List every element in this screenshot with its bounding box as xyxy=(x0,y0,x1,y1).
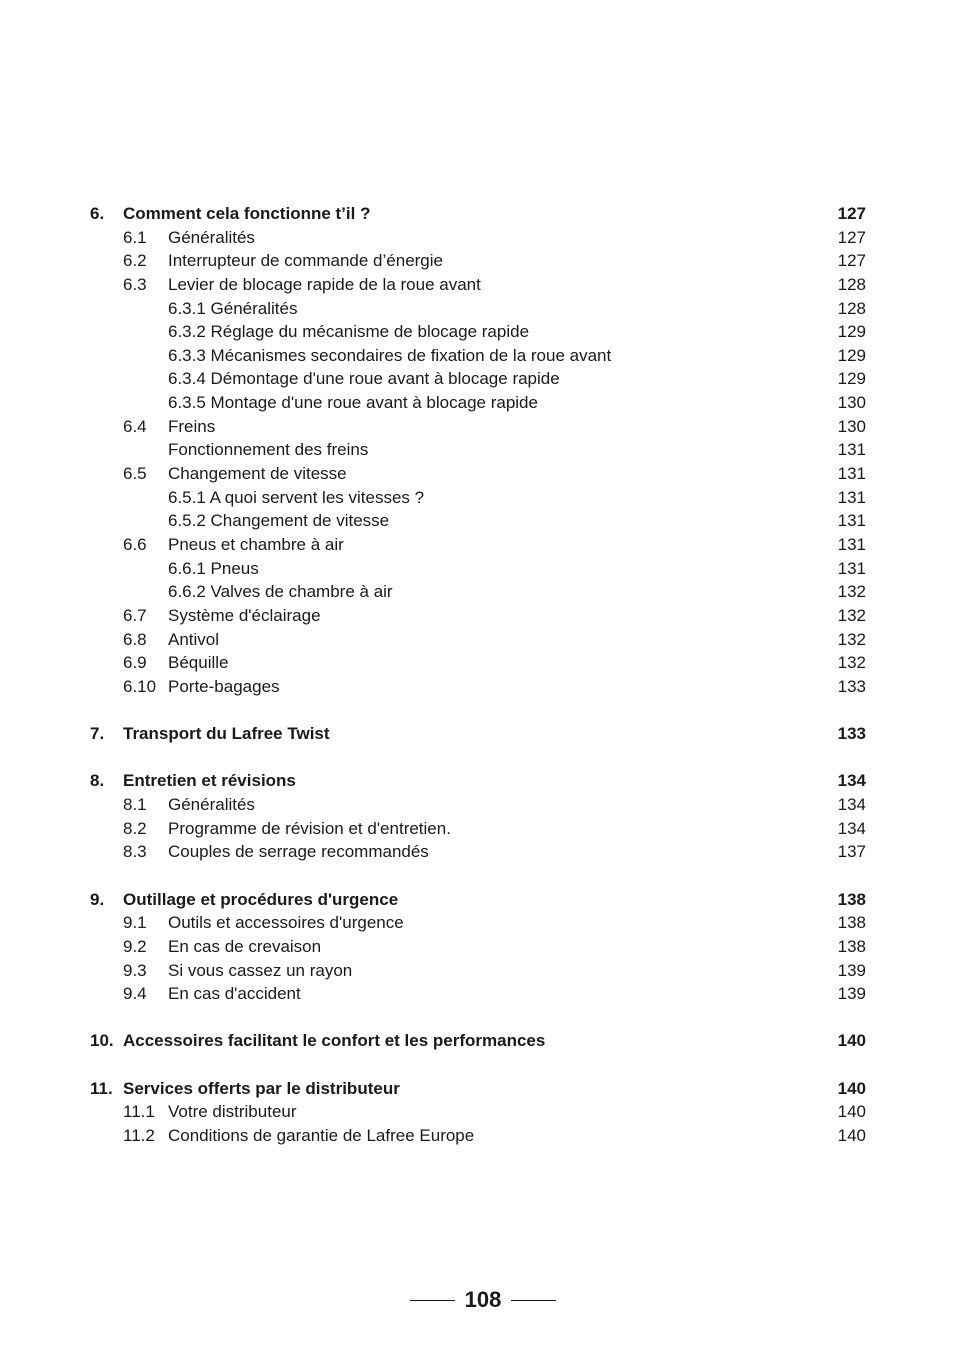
toc-entry-page: 127 xyxy=(837,204,866,223)
toc-entry-page: 129 xyxy=(837,369,866,389)
toc-entry-page: 133 xyxy=(837,724,866,744)
toc-entry-page: 131 xyxy=(837,558,866,578)
toc-entry-number: 6.7 xyxy=(123,605,147,625)
toc-chapter xyxy=(90,1077,866,1101)
toc-chapter xyxy=(90,888,866,912)
toc-entry-page: 138 xyxy=(837,889,866,909)
footer-rule-left xyxy=(410,1300,455,1301)
toc-entry-page: 140 xyxy=(837,1125,866,1145)
toc-entry-number: 6.5 xyxy=(123,464,147,484)
toc-entry xyxy=(90,1100,866,1124)
toc-entry xyxy=(90,415,866,439)
toc-entry-number: 6.10 xyxy=(123,676,157,696)
toc-entry-title: Pneus et chambre à air xyxy=(168,534,344,554)
toc-entry-number: 6.6 xyxy=(123,534,147,554)
toc-entry-title: Comment cela fonctionne t’il ? xyxy=(123,204,371,223)
toc-entry-page: 128 xyxy=(837,274,866,294)
toc-entry xyxy=(90,533,866,557)
toc-entry xyxy=(90,297,866,321)
toc-entry-title: Changement de vitesse xyxy=(168,464,347,484)
toc-entry-title: 6.3.3 Mécanismes secondaires de fixation de la roue avant xyxy=(168,345,612,365)
toc-entry-title: En cas d'accident xyxy=(168,984,301,1004)
toc-entry-number: 7. xyxy=(90,724,105,744)
toc-entry-title: Freins xyxy=(168,416,216,436)
toc-entry-number: 10. xyxy=(90,1031,114,1051)
toc-entry-title: Conditions de garantie de Lafree Europe xyxy=(168,1125,475,1145)
toc-entry-page: 140 xyxy=(837,1078,866,1098)
toc-entry-title: 6.3.5 Montage d'une roue avant à blocage rapide xyxy=(168,393,538,413)
toc-entry-number: 6.3 xyxy=(123,274,147,294)
toc-entry-number: 9.1 xyxy=(123,913,147,933)
toc-chapter xyxy=(90,202,866,226)
toc-entry-page: 131 xyxy=(837,534,866,554)
toc-entry xyxy=(90,840,866,864)
toc-entry-page: 139 xyxy=(837,960,866,980)
toc-entry xyxy=(90,793,866,817)
toc-entry-number: 8.1 xyxy=(123,795,147,815)
page-number: 108 xyxy=(464,1287,502,1312)
toc-entry-page: 130 xyxy=(837,393,866,413)
toc-chapter xyxy=(90,722,866,746)
toc-entry-number: 8.3 xyxy=(123,842,147,862)
toc-entry xyxy=(90,628,866,652)
toc-entry xyxy=(90,367,866,391)
toc-entry-page: 129 xyxy=(837,322,866,342)
toc-entry-title: Interrupteur de commande d’énergie xyxy=(168,251,443,271)
toc-entry-number: 6.9 xyxy=(123,653,147,673)
toc-entry-number: 11.2 xyxy=(123,1125,155,1145)
toc-entry-number: 9. xyxy=(90,889,105,909)
toc-entry-number: 6. xyxy=(90,204,105,223)
toc-entry xyxy=(90,249,866,273)
toc-entry xyxy=(90,817,866,841)
toc-entry xyxy=(90,580,866,604)
toc-entry-page: 132 xyxy=(837,629,866,649)
toc-entry xyxy=(90,438,866,462)
toc-chapter xyxy=(90,769,866,793)
toc-entry-page: 134 xyxy=(837,771,866,791)
toc-entry-title: 6.6.1 Pneus xyxy=(168,558,259,578)
toc-entry-title: Porte-bagages xyxy=(168,676,280,696)
toc-entry xyxy=(90,651,866,675)
toc-entry-page: 127 xyxy=(837,251,866,271)
toc-entry xyxy=(90,604,866,628)
toc-entry-title: Entretien et révisions xyxy=(123,771,296,791)
footer-rule-right xyxy=(511,1300,556,1301)
toc-entry xyxy=(90,911,866,935)
toc-entry-number: 6.8 xyxy=(123,629,147,649)
toc-entry xyxy=(90,557,866,581)
toc-entry-page: 131 xyxy=(837,511,866,531)
toc-entry-page: 138 xyxy=(837,913,866,933)
toc-entry-title: 6.3.4 Démontage d'une roue avant à blocage rapide xyxy=(168,369,560,389)
toc-entry xyxy=(90,462,866,486)
toc-entry-number: 6.2 xyxy=(123,251,147,271)
toc-entry-title: Béquille xyxy=(168,653,229,673)
toc-entry-title: En cas de crevaison xyxy=(168,936,322,956)
toc-entry-number: 9.4 xyxy=(123,984,147,1004)
toc-entry-number: 6.1 xyxy=(123,227,147,247)
toc-entry-title: Si vous cassez un rayon xyxy=(168,960,353,980)
toc-entry-page: 127 xyxy=(837,227,866,247)
toc-entry-page: 134 xyxy=(837,795,866,815)
toc-entry xyxy=(90,935,866,959)
toc-entry xyxy=(90,486,866,510)
toc-entry-title: Accessoires facilitant le confort et les performances xyxy=(123,1031,546,1051)
toc-entry-title: Services offerts par le distributeur xyxy=(123,1078,400,1098)
toc-entry-number: 9.3 xyxy=(123,960,147,980)
toc-entry-number: 9.2 xyxy=(123,936,147,956)
toc-entry-title: 6.3.1 Généralités xyxy=(168,298,298,318)
toc-entry-title: Antivol xyxy=(168,629,220,649)
toc-entry-title: Transport du Lafree Twist xyxy=(123,724,330,744)
toc-entry-title: Système d'éclairage xyxy=(168,605,321,625)
toc-entry-page: 133 xyxy=(837,676,866,696)
toc-entry-number: 8.2 xyxy=(123,818,147,838)
toc-entry xyxy=(90,959,866,983)
toc-entry-page: 132 xyxy=(837,605,866,625)
toc-entry-title: Programme de révision et d'entretien. xyxy=(168,818,451,838)
toc-entry-page: 140 xyxy=(837,1102,866,1122)
toc-entry-title: Outils et accessoires d'urgence xyxy=(168,913,404,933)
toc-entry xyxy=(90,391,866,415)
toc-entry-title: Couples de serrage recommandés xyxy=(168,842,429,862)
toc-entry-title: 6.6.2 Valves de chambre à air xyxy=(168,582,393,602)
toc-entry-title: 6.5.2 Changement de vitesse xyxy=(168,511,390,531)
toc-entry-page: 131 xyxy=(837,464,866,484)
toc-entry-number: 11.1 xyxy=(123,1102,155,1122)
toc-entry-title: Votre distributeur xyxy=(168,1102,297,1122)
table-of-contents xyxy=(90,202,866,1148)
toc-entry-title: 6.5.1 A quoi servent les vitesses ? xyxy=(168,487,425,507)
toc-entry-title: Généralités xyxy=(168,227,255,247)
toc-entry-page: 129 xyxy=(837,345,866,365)
toc-entry-page: 132 xyxy=(837,582,866,602)
toc-entry xyxy=(90,273,866,297)
toc-entry-page: 134 xyxy=(837,818,866,838)
toc-entry-title: Généralités xyxy=(168,795,255,815)
toc-entry-page: 139 xyxy=(837,984,866,1004)
toc-entry xyxy=(90,509,866,533)
toc-entry xyxy=(90,1124,866,1148)
toc-entry-number: 8. xyxy=(90,771,105,791)
page-footer xyxy=(0,1286,954,1314)
toc-entry-title: 6.3.2 Réglage du mécanisme de blocage rapide xyxy=(168,322,530,342)
toc-entry-title: Levier de blocage rapide de la roue avant xyxy=(168,274,481,294)
toc-chapter xyxy=(90,1029,866,1053)
toc-entry xyxy=(90,675,866,699)
toc-entry xyxy=(90,982,866,1006)
toc-entry-number: 6.4 xyxy=(123,416,147,436)
toc-entry-number: 11. xyxy=(90,1078,113,1098)
toc-entry xyxy=(90,320,866,344)
toc-entry-page: 138 xyxy=(837,936,866,956)
toc-entry-title: Outillage et procédures d'urgence xyxy=(123,889,399,909)
toc-entry-page: 140 xyxy=(837,1031,866,1051)
toc-entry-title: Fonctionnement des freins xyxy=(168,440,369,460)
toc-entry-page: 137 xyxy=(837,842,866,862)
toc-entry-page: 131 xyxy=(837,440,866,460)
toc-entry-page: 132 xyxy=(837,653,866,673)
toc-entry xyxy=(90,226,866,250)
toc-entry-page: 128 xyxy=(837,298,866,318)
toc-entry xyxy=(90,344,866,368)
toc-entry-page: 131 xyxy=(837,487,866,507)
toc-entry-page: 130 xyxy=(837,416,866,436)
